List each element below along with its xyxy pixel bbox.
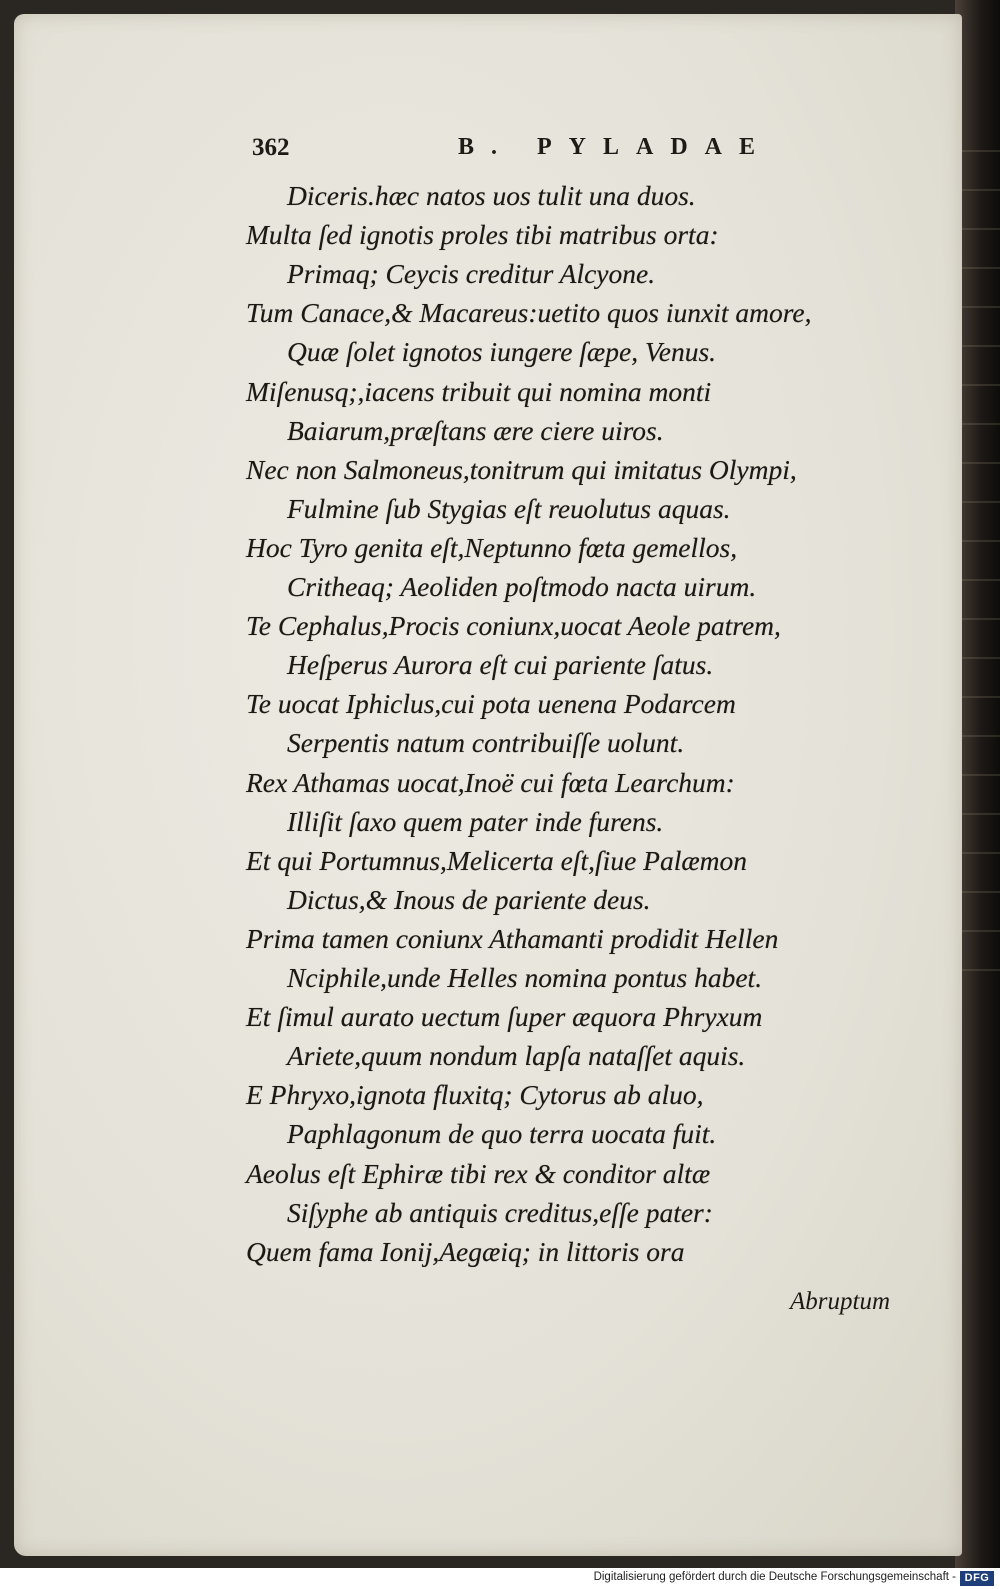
bleed-fragment	[958, 228, 1000, 244]
verse-line: Primaq; Ceycis creditur Alcyone.	[287, 258, 656, 289]
verse-line: Critheaq; Aeoliden poſtmodo nacta uirum.	[287, 571, 757, 602]
verse-line: Multa ſed ignotis proles tibi matribus orta:	[246, 219, 719, 250]
bleed-fragment	[958, 696, 1000, 712]
verse-line: E Phryxo,ignota fluxitq; Cytorus ab aluo,	[246, 1079, 704, 1110]
page-number: 362	[252, 134, 290, 161]
catchword: Abruptum	[790, 1288, 890, 1315]
verse-line: Fulmine ſub Stygias eſt reuolutus aquas.	[287, 493, 731, 524]
bleed-fragment	[958, 345, 1000, 361]
bleed-fragment	[958, 891, 1000, 907]
verse-line: Quæ ſolet ignotos iungere ſæpe, Venus.	[287, 336, 717, 367]
verse-line: Illiſit ſaxo quem pater inde furens.	[287, 806, 664, 837]
dfg-logo: DFG	[960, 1571, 994, 1586]
bleed-fragment	[958, 618, 1000, 634]
verse-line: Te uocat Iphiclus,cui pota uenena Podarcem	[246, 688, 736, 719]
verse-line: Et ſimul aurato uectum ſuper æquora Phryxum	[246, 1001, 763, 1032]
verse-line: Quem fama Ionij,Aegæiq; in littoris ora	[246, 1236, 685, 1267]
verse-line: Heſperus Aurora eſt cui pariente ſatus.	[287, 649, 714, 680]
bleed-fragment	[958, 657, 1000, 673]
running-title: B. PYLADAE	[458, 134, 773, 160]
bleed-fragment	[958, 735, 1000, 751]
funding-credit: Digitalisierung gefördert durch die Deutsche Forschungsgemeinschaft -	[593, 1571, 956, 1583]
bleed-fragment	[958, 306, 1000, 322]
bleed-fragment	[958, 774, 1000, 790]
facing-page-bleed	[958, 0, 1000, 1589]
verse-line: Baiarum,præſtans ære ciere uiros.	[287, 415, 664, 446]
verse-line: Dictus,& Inous de pariente deus.	[287, 884, 651, 915]
verse-line: Miſenusq;,iacens tribuit qui nomina monti	[246, 376, 712, 407]
verse-line: Paphlagonum de quo terra uocata fuit.	[287, 1118, 717, 1149]
bleed-fragment	[958, 384, 1000, 400]
bleed-fragment	[958, 423, 1000, 439]
verse-line: Diceris.hæc natos uos tulit una duos.	[287, 180, 696, 211]
bleed-fragment	[958, 267, 1000, 283]
bleed-fragment	[958, 189, 1000, 205]
verse-line: Tum Canace,& Macareus:uetito quos iunxit amore,	[246, 297, 812, 328]
verse-line: Te Cephalus,Procis coniunx,uocat Aeole patrem,	[246, 610, 781, 641]
verse-line: Aeolus eſt Ephiræ tibi rex & conditor altæ	[246, 1158, 711, 1189]
verse-line: Nec non Salmoneus,tonitrum qui imitatus Olympi,	[246, 454, 797, 485]
verse-line: Serpentis natum contribuiſſe uolunt.	[287, 727, 685, 758]
bleed-fragment	[958, 579, 1000, 595]
bleed-fragment	[958, 852, 1000, 868]
running-head	[0, 0, 1000, 180]
bleed-fragment	[958, 540, 1000, 556]
verse-line: Ariete,quum nondum lapſa nataſſet aquis.	[287, 1040, 746, 1071]
verse-line: Siſyphe ab antiquis creditus,eſſe pater:	[287, 1197, 713, 1228]
digitization-footer	[0, 1568, 1000, 1589]
bleed-fragment	[958, 501, 1000, 517]
verse-line: Et qui Portumnus,Melicerta eſt,ſiue Palæmon	[246, 845, 748, 876]
bleed-fragment	[958, 813, 1000, 829]
bleed-fragment	[958, 969, 1000, 985]
bleed-fragment	[958, 930, 1000, 946]
bleed-fragment	[958, 462, 1000, 478]
verse-line: Prima tamen coniunx Athamanti prodidit Hellen	[246, 923, 779, 954]
verse-line: Hoc Tyro genita eſt,Neptunno fœta gemellos,	[246, 532, 738, 563]
verse-line: Nciphile,unde Helles nomina pontus habet.	[287, 962, 763, 993]
verse-line: Rex Athamas uocat,Inoë cui fœta Learchum:	[246, 767, 735, 798]
